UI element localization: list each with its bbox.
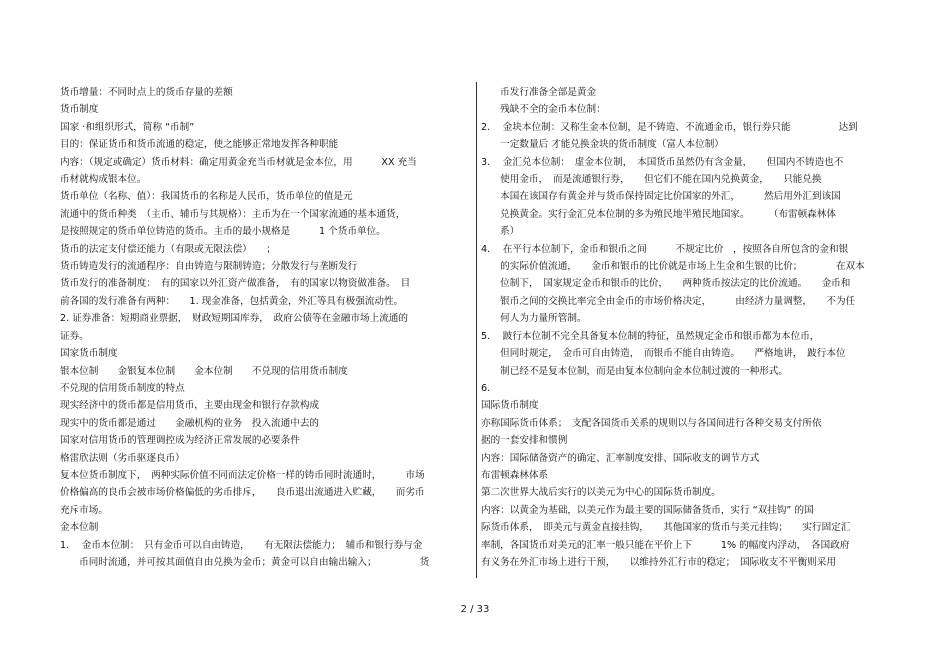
text-line [481,484,891,501]
text-line-content: 4. 在平行本位制下，金币和银币之间 不规定比价 ，按照各自所包含的金和银 [481,243,849,255]
text-line-content: 货币制度 [60,104,99,116]
text-line [481,397,891,414]
text-line-content: 据的一套安排和惯例 [481,435,568,447]
text-line [60,415,476,432]
text-line [60,467,476,484]
text-line [481,380,891,397]
text-line [481,467,891,484]
text-line [60,101,476,118]
text-line [481,154,891,171]
text-line [481,537,891,554]
text-line-content: 流通中的货币种类 （主币、辅币与其规格）：主币为在一个国家流通的基本通货， [60,208,406,220]
text-line [481,328,891,345]
text-line-content: 内容：（规定或确定）货币材料：确定用黄金充当币材就是金本位，用 XX 充当 [60,156,417,168]
text-line-content: 6. [481,382,491,394]
text-line-content: 现实经济中的货币都是信用货币，主要由现金和银行存款构成 [60,400,320,412]
text-line-content: 目的：保证货币和货币流通的稳定，使之能够正常地发挥各种职能 [60,139,339,151]
text-line [481,345,891,362]
text-line-content: 前各国的发行准备有两种： 1. 现金准备，包括黄金，外汇等具有极强流动性。 [60,295,404,307]
text-line-content: 率制，各国货币对美元的汇率一般只能在平价上下 1% 的幅度内浮动， 各国政府 [481,539,850,551]
text-line [60,519,476,536]
text-line [60,258,476,275]
text-line-content: 银币之间的交换比率完全由金币的市场价格决定， 由经济力量调整， 不为任 [481,295,856,307]
text-line [60,171,476,188]
text-line [481,206,891,223]
text-line-content: 系） [481,226,520,238]
text-line-content: 内容：国际储备资产的确定、汇率制度安排、国际收支的调节方式 [481,452,760,464]
text-line [481,554,891,571]
text-line-content: 现实中的货币都是通过 金融机构的业务 投入流通中去的 [60,417,320,429]
text-line-content: 位制下， 国家规定金币和银币的比价， 两种货币按法定的比价流通。 金币和 [481,278,851,290]
text-line-content: 残缺不全的金币本位制： [481,104,606,116]
text-line-content: 货币单位（名称、值）：我国货币的名称是人民币，货币单位的值是元 [60,191,353,203]
text-line [481,171,891,188]
text-line [481,136,891,153]
text-line [481,293,891,310]
text-line-content: 币发行准备全部是黄金 [481,87,597,98]
text-line [481,432,891,449]
text-line [60,119,476,136]
text-line-content: 5. 跛行本位制不完全具备复本位制的特征，虽然规定金币和银币都为本位币， [481,330,820,342]
text-line [60,450,476,467]
column-divider [476,82,477,578]
text-line-content: 亦称国际货币体系； 支配各国货币关系的规则以与各国间进行各种交易支付所依 [481,417,822,429]
text-line [60,484,476,501]
text-line-content: 际货币体系， 即美元与黄金直接挂钩， 其他国家的货币与美元挂钩； 实行固定汇 [481,522,851,534]
text-line-content: 但同时规定， 金币可自由铸造， 而银币不能自由铸造。 严格地讲， 跛行本位 [481,348,846,360]
text-line [481,84,891,101]
text-line-content: 有义务在外汇市场上进行干预， 以维持外汇行市的稳定； 国际收支不平衡则采用 [481,556,836,568]
text-line [481,310,891,327]
right-column [481,84,891,571]
text-line-content: 1. 金币本位制： 只有金币可以自由铸造， 有无限法偿能力； 辅币和银行券与金 [60,539,423,551]
text-line-content: 何人为力量所管制。 [481,313,587,325]
text-line [60,554,476,571]
text-line-content: 货币增量：不同时点上的货币存量的差额 [60,87,233,98]
text-line-content: 金本位制 [60,522,99,534]
text-line [60,345,476,362]
text-line [60,84,476,101]
text-line-content: 2. 金块本位制：又称生金本位制，是不铸造、不流通金币，银行券只能 达到 [481,121,858,133]
text-line-content: 兑换黄金。实行金汇兑本位制的多为殖民地半殖民地国家。 （布雷顿森林体 [481,208,836,220]
text-line [60,380,476,397]
text-line [481,275,891,292]
text-line [60,275,476,292]
text-line [481,363,891,380]
text-line-content: 复本位货币制度下， 两种实际价值不同而法定价格一样的铸币同时流通时， 市场 [60,469,425,481]
text-line-content: 布雷顿森林体系 [481,469,549,481]
text-line-content: 是按照规定的货币单位铸造的货币。主币的最小规格是 1 个货币单位。 [60,226,386,238]
text-line [481,223,891,240]
text-line-content: 币材就构成银本位。 [60,174,147,186]
text-line-content: 不兑现的信用货币制度的特点 [60,382,185,394]
text-line [60,537,476,554]
text-line-content: 一定数量后 才能兑换金块的货币制度（富人本位制） [481,139,724,151]
text-line-content: 国家对信用货币的管理调控成为经济正常发展的必要条件 [60,435,300,447]
text-line-content: 币同时流通，并可按其面值自由兑换为金币；黄金可以自由输出输入； 货 [60,556,430,568]
text-line-content: 国际货币制度 [481,400,539,412]
text-line-content: 本国在该国存有黄金并与货币保持固定比价国家的外汇， 然后用外汇到该国 [481,191,841,203]
left-column [60,84,476,571]
text-line-content: 内容：以黄金为基础，以美元作为最主要的国际储备货币，实行 “双挂钩” 的国 [481,504,814,516]
text-line [60,502,476,519]
text-line [481,188,891,205]
text-line-content: 货币铸造发行的流通程序：自由铸造与限制铸造；分散发行与垄断发行 [60,261,358,273]
text-line-content: 3. 金汇兑本位制： 虚金本位制， 本国货币虽然仍有含金量， 但国内不铸造也不 [481,156,844,168]
text-line [481,258,891,275]
text-line-content: 国家 ·和组织形式，简称 “币制” [60,121,195,133]
text-line-content: 价格偏高的良币会被市场价格偏低的劣币排斥， 良币退出流通进入贮藏， 而劣币 [60,487,425,499]
text-line [481,502,891,519]
text-line [60,397,476,414]
text-line-content: 的实际价值流通， 金币和银币的比价就是市场上生金和生银的比价； 在双本 [481,261,865,273]
text-line-content: 使用金币， 而是流通银行券， 但它们不能在国内兑换黄金， 只能兑换 [481,174,822,186]
text-line [60,154,476,171]
text-line [481,415,891,432]
text-line-content: 充斥市场。 [60,504,108,516]
text-line [60,223,476,240]
text-line-content: 证券。 [60,330,89,342]
text-line [60,188,476,205]
text-line-content: 货币发行的准备制度： 有的国家以外汇资产做准备， 有的国家以物资做准备。 目 [60,278,411,290]
text-line [481,519,891,536]
text-line [60,136,476,153]
text-line [60,206,476,223]
text-line [60,310,476,327]
text-line [481,119,891,136]
text-line [481,450,891,467]
text-line-content: 货币的法定支付偿还能力（有限或无限法偿） ； [60,243,276,255]
text-line-content: 制已经不是复本位制，而是由复本位制向金本位制过渡的一种形式。 [481,365,788,377]
text-line [60,328,476,345]
text-line-content: 银本位制 金银复本位制 金本位制 不兑现的信用货币制度 [60,365,348,377]
text-line-content: 2. 证券准备：短期商业票据， 财政短期国库券， 政府公债等在金融市场上流通的 [60,313,408,325]
text-line [481,241,891,258]
page-indicator: 2 / 33 [460,604,490,615]
text-line [481,101,891,118]
text-line [60,363,476,380]
text-line-content: 格雷欣法则（劣币驱逐良币） [60,452,185,464]
text-line-content: 第二次世界大战后实行的以美元为中心的国际货币制度。 [481,487,721,499]
text-line [60,241,476,258]
text-line-content: 国家货币制度 [60,348,118,360]
text-line [60,293,476,310]
text-line [60,432,476,449]
